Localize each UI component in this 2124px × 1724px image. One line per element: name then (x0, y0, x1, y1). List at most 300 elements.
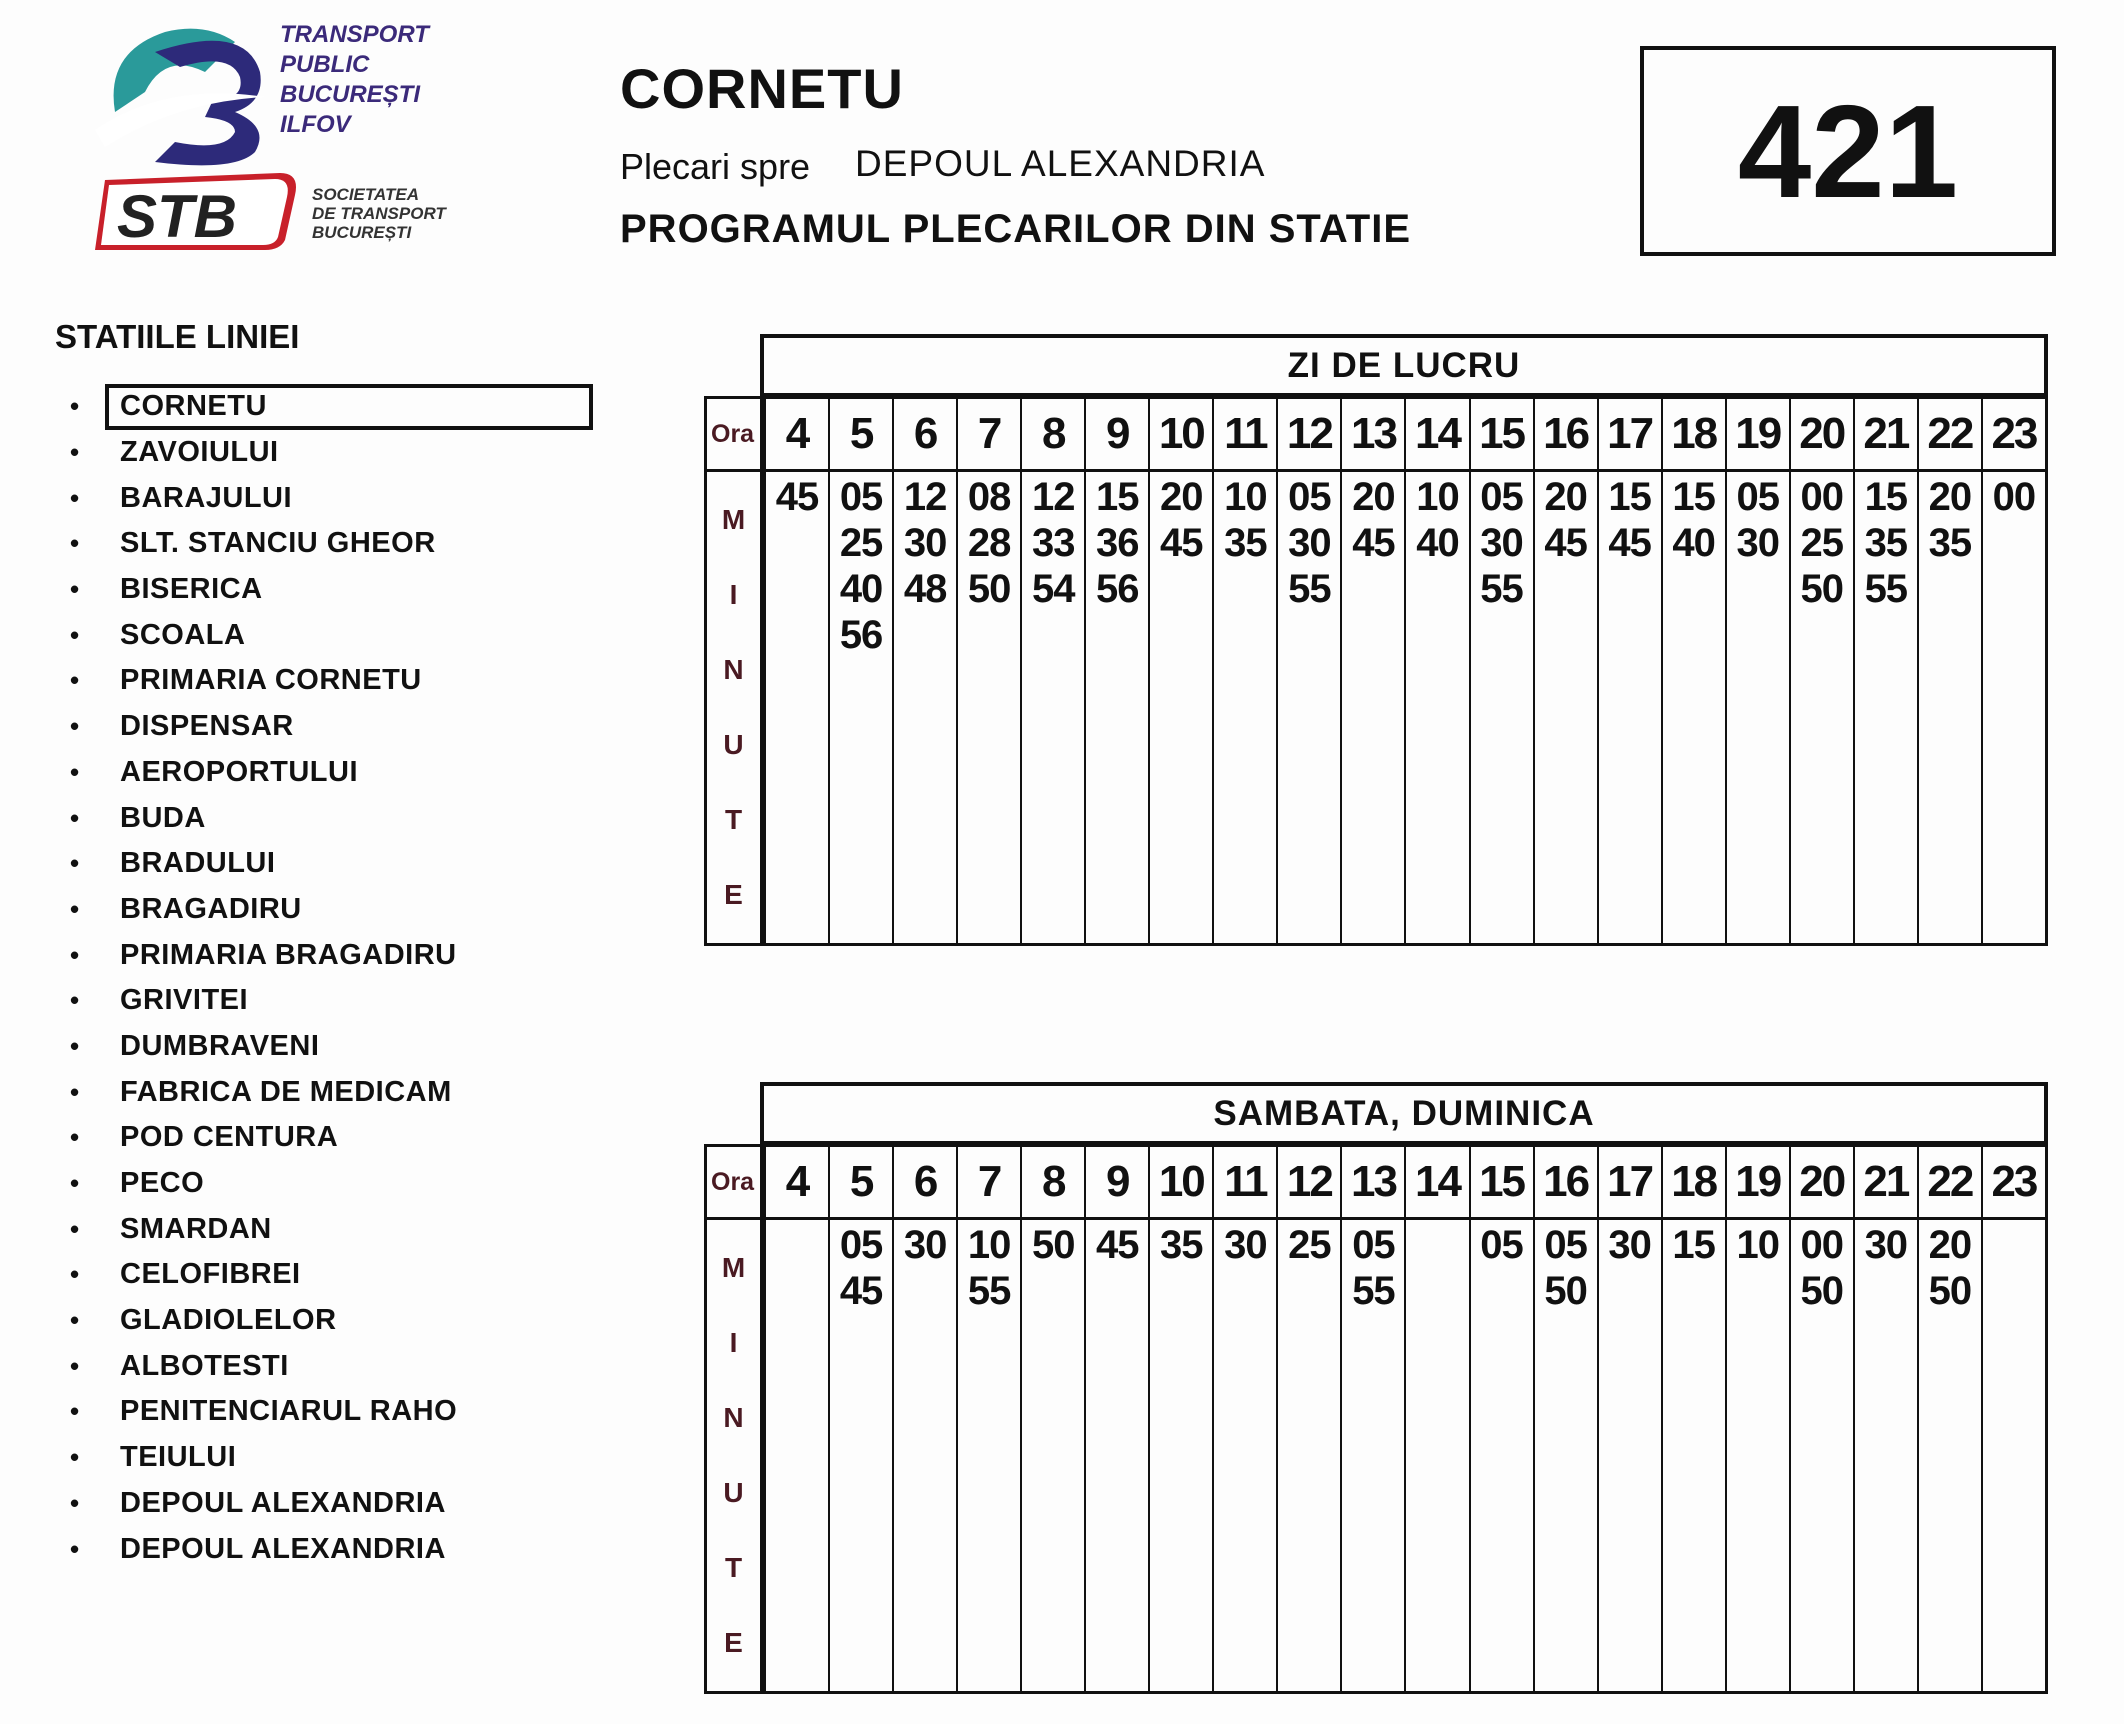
stb-line: DE TRANSPORT (312, 204, 446, 223)
station-item (60, 1206, 457, 1252)
minute-letter: T (724, 804, 743, 836)
minute-value: 30 (1608, 1223, 1651, 1267)
minute-letter: E (724, 879, 743, 911)
weekday-title: ZI DE LUCRU (760, 334, 2048, 396)
station-item (60, 795, 457, 841)
station-item (60, 567, 457, 613)
station-label: SCOALA (120, 618, 246, 651)
minutes-cell (830, 1220, 892, 1691)
weekend-grid (704, 1144, 2048, 1694)
station-label: BUDA (120, 801, 206, 834)
minute-value: 50 (1031, 1223, 1075, 1267)
bullet-icon: • (70, 1168, 80, 1199)
station-item (60, 1161, 457, 1207)
minute-value: 20 (1928, 1223, 1972, 1267)
bullet-icon: • (70, 1030, 80, 1061)
station-label: BISERICA (120, 573, 263, 606)
minutes-cell (1663, 472, 1725, 943)
minutes-cell (894, 472, 956, 943)
hour-cell: 5 (830, 399, 892, 472)
tpbi-line: BUCUREȘTI (280, 81, 421, 108)
minutes-cell (958, 1220, 1020, 1691)
minutes-cell (894, 1220, 956, 1691)
minute-value: 08 (967, 475, 1011, 519)
hour-cell: 17 (1599, 399, 1661, 472)
minutes-cell (1791, 472, 1853, 943)
minute-value: 56 (839, 613, 883, 657)
hour-column (1983, 399, 2045, 943)
minutes-cell (1791, 1220, 1853, 1691)
station-item (60, 1389, 457, 1435)
station-item (60, 1435, 457, 1481)
hour-cell: 13 (1342, 399, 1404, 472)
station-item (60, 430, 457, 476)
bullet-icon: • (70, 939, 80, 970)
station-label: SLT. STANCIU GHEOR (120, 527, 436, 560)
minutes-cell (1150, 472, 1212, 943)
bullet-icon: • (70, 619, 80, 650)
hour-cell: 20 (1791, 399, 1853, 472)
hour-cell: 15 (1471, 1147, 1533, 1220)
minute-letter: M (721, 503, 746, 535)
hour-cell: 12 (1278, 1147, 1340, 1220)
weekend-timetable (700, 1082, 2048, 1694)
bullet-icon: • (70, 482, 80, 513)
minute-letter: E (724, 1627, 743, 1659)
hour-column (1278, 399, 1342, 943)
bullet-icon: • (70, 1259, 80, 1290)
station-item (60, 384, 457, 430)
minute-value: 05 (1480, 475, 1523, 519)
minute-value: 50 (1928, 1269, 1972, 1313)
hour-column (1022, 399, 1086, 943)
minute-value: 30 (1864, 1223, 1908, 1267)
weekday-grid (704, 396, 2048, 946)
station-item (60, 1526, 457, 1572)
hour-cell: 7 (958, 1147, 1020, 1220)
hour-column (1406, 1147, 1470, 1691)
minute-value: 25 (839, 521, 883, 565)
hour-column (958, 1147, 1022, 1691)
hour-cell: 23 (1983, 399, 2045, 472)
station-label: GRIVITEI (120, 984, 249, 1017)
minute-value: 55 (967, 1269, 1011, 1313)
hour-cell: 7 (958, 399, 1020, 472)
minute-value: 35 (1160, 1223, 1203, 1267)
hour-column (894, 399, 958, 943)
minute-value: 28 (967, 521, 1011, 565)
station-item (60, 887, 457, 933)
hour-cell: 14 (1406, 399, 1468, 472)
hour-cell: 21 (1855, 1147, 1917, 1220)
hour-column (1535, 399, 1599, 943)
hour-column (1406, 399, 1470, 943)
hour-cell: 8 (1022, 399, 1084, 472)
minute-value: 56 (1096, 567, 1139, 611)
bullet-icon: • (70, 1396, 80, 1427)
ora-label: Ora (707, 399, 760, 472)
minute-value: 15 (1096, 475, 1139, 519)
minute-value: 40 (1416, 521, 1459, 565)
stations-title: STATIILE LINIEI (55, 318, 300, 355)
minute-value: 10 (1224, 475, 1267, 519)
departures-label: Plecari spre (620, 146, 811, 187)
minute-value: 05 (839, 1223, 883, 1267)
bullet-icon: • (70, 391, 80, 422)
weekday-timetable (700, 334, 2048, 946)
minute-value: 05 (1288, 475, 1331, 519)
bullet-icon: • (70, 1213, 80, 1244)
station-item (60, 1298, 457, 1344)
station-item (60, 1252, 457, 1298)
station-label: CORNETU (120, 390, 267, 423)
minutes-cell (766, 1220, 828, 1691)
stb-logo-text (312, 185, 446, 242)
hour-cell: 6 (894, 1147, 956, 1220)
hour-cell: 18 (1663, 1147, 1725, 1220)
minute-value: 00 (1800, 475, 1844, 519)
side-column (707, 1147, 766, 1691)
hour-cell: 10 (1150, 399, 1212, 472)
station-label: ALBOTESTI (120, 1349, 289, 1382)
station-label: PRIMARIA CORNETU (120, 664, 422, 697)
minutes-cell (1599, 1220, 1661, 1691)
minute-value: 10 (967, 1223, 1011, 1267)
hour-cell: 20 (1791, 1147, 1853, 1220)
hour-cell: 12 (1278, 399, 1340, 472)
side-column (707, 399, 766, 943)
station-label: ZAVOIULUI (120, 436, 279, 469)
hour-cell: 22 (1919, 1147, 1981, 1220)
minutes-cell (1471, 472, 1533, 943)
minute-value: 50 (1800, 1269, 1844, 1313)
bullet-icon: • (70, 1305, 80, 1336)
bullet-icon: • (70, 437, 80, 468)
minute-letter: U (723, 729, 744, 761)
minute-value: 45 (1608, 521, 1651, 565)
hour-column (1214, 1147, 1278, 1691)
minutes-cell (1471, 1220, 1533, 1691)
route-number: 421 (1640, 46, 2056, 256)
station-item (60, 1115, 457, 1161)
minutes-cell (1535, 1220, 1597, 1691)
hour-column (1855, 399, 1919, 943)
station-label: DEPOUL ALEXANDRIA (120, 1486, 446, 1519)
hour-cell: 9 (1086, 399, 1148, 472)
hour-cell: 22 (1919, 399, 1981, 472)
minutes-cell (1278, 1220, 1340, 1691)
station-item (60, 1069, 457, 1115)
bullet-icon: • (70, 802, 80, 833)
ora-label: Ora (707, 1147, 760, 1220)
hour-column (1599, 1147, 1663, 1691)
hour-cell: 4 (766, 1147, 828, 1220)
minute-value: 05 (839, 475, 883, 519)
minute-value: 05 (1544, 1223, 1587, 1267)
station-list (60, 384, 457, 1572)
minute-value: 30 (1288, 521, 1331, 565)
tpbi-logo-text (280, 20, 429, 140)
hour-column (1342, 399, 1406, 943)
minute-value: 00 (1800, 1223, 1844, 1267)
minute-value: 30 (1736, 521, 1779, 565)
hour-column (830, 399, 894, 943)
minute-value: 55 (1480, 567, 1523, 611)
station-item (60, 704, 457, 750)
hour-column (1663, 1147, 1727, 1691)
station-item (60, 841, 457, 887)
minute-value: 30 (1480, 521, 1523, 565)
hour-column (1983, 1147, 2045, 1691)
destination: DEPOUL ALEXANDRIA (855, 143, 1266, 184)
minute-value: 55 (1352, 1269, 1395, 1313)
minutes-cell (1406, 1220, 1468, 1691)
station-item (60, 475, 457, 521)
minute-value: 15 (1864, 475, 1908, 519)
hour-cell: 11 (1214, 399, 1276, 472)
hour-column (1342, 1147, 1406, 1691)
hour-column (1086, 399, 1150, 943)
hour-cell: 10 (1150, 1147, 1212, 1220)
minutes-cell (1983, 472, 2045, 943)
hour-column (1791, 1147, 1855, 1691)
hour-cell: 4 (766, 399, 828, 472)
minute-letter: M (721, 1251, 746, 1283)
minutes-cell (1855, 472, 1917, 943)
station-label: DEPOUL ALEXANDRIA (120, 1532, 446, 1565)
station-item (60, 521, 457, 567)
minute-letter: N (723, 653, 744, 685)
minute-value: 30 (903, 1223, 947, 1267)
minute-value: 35 (1224, 521, 1267, 565)
hour-column (1278, 1147, 1342, 1691)
bullet-icon: • (70, 1122, 80, 1153)
hour-column (1535, 1147, 1599, 1691)
hour-cell: 8 (1022, 1147, 1084, 1220)
station-item (60, 750, 457, 796)
minute-value: 55 (1288, 567, 1331, 611)
station-label: AEROPORTULUI (120, 755, 358, 788)
minute-letter: U (723, 1477, 744, 1509)
station-label: PENITENCIARUL RAHO (120, 1395, 458, 1428)
minute-letter: T (724, 1552, 743, 1584)
minute-value: 10 (1736, 1223, 1779, 1267)
tpbi-line: PUBLIC (280, 51, 370, 78)
station-label: DUMBRAVENI (120, 1029, 320, 1062)
minute-value: 45 (775, 475, 819, 519)
hour-cell: 6 (894, 399, 956, 472)
minutes-cell (1406, 472, 1468, 943)
minute-letter: N (723, 1401, 744, 1433)
stb-line: BUCUREȘTI (312, 223, 412, 242)
minute-value: 35 (1864, 521, 1908, 565)
minute-value: 40 (839, 567, 883, 611)
station-label: GLADIOLELOR (120, 1304, 337, 1337)
hour-column (1663, 399, 1727, 943)
bullet-icon: • (70, 1076, 80, 1107)
station-label: SMARDAN (120, 1212, 272, 1245)
minute-letter: I (729, 1326, 738, 1358)
bullet-icon: • (70, 665, 80, 696)
minute-value: 05 (1480, 1223, 1523, 1267)
minutes-cell (830, 472, 892, 943)
tpbi-logo (95, 12, 275, 172)
station-item (60, 1343, 457, 1389)
minute-value: 35 (1928, 521, 1972, 565)
bullet-icon: • (70, 1487, 80, 1518)
hour-cell: 17 (1599, 1147, 1661, 1220)
minutes-cell (1727, 472, 1789, 943)
weekend-title: SAMBATA, DUMINICA (760, 1082, 2048, 1144)
minutes-cell (1022, 1220, 1084, 1691)
minutes-cell (1214, 472, 1276, 943)
hour-column (1919, 399, 1983, 943)
minute-value: 20 (1544, 475, 1587, 519)
station-label: BARAJULUI (120, 481, 293, 514)
hour-column (1727, 1147, 1791, 1691)
minutes-cell (1983, 1220, 2045, 1691)
hour-column (1727, 399, 1791, 943)
minutes-cell (1919, 472, 1981, 943)
minute-value: 15 (1608, 475, 1651, 519)
minutes-cell (766, 472, 828, 943)
minutes-cell (1150, 1220, 1212, 1691)
station-item (60, 1024, 457, 1070)
station-label: POD CENTURA (120, 1121, 339, 1154)
minute-value: 45 (1544, 521, 1587, 565)
station-item (60, 932, 457, 978)
minutes-cell (1599, 472, 1661, 943)
hour-column (830, 1147, 894, 1691)
hour-column (1086, 1147, 1150, 1691)
bullet-icon: • (70, 711, 80, 742)
hour-column (1214, 399, 1278, 943)
hour-column (1791, 399, 1855, 943)
minutes-cell (1342, 1220, 1404, 1691)
hour-cell: 19 (1727, 1147, 1789, 1220)
hour-column (766, 399, 830, 943)
minute-value: 50 (967, 567, 1011, 611)
minute-value: 45 (1352, 521, 1395, 565)
minute-value: 20 (1160, 475, 1203, 519)
minute-label (707, 472, 760, 943)
minute-value: 48 (903, 567, 947, 611)
minutes-cell (1727, 1220, 1789, 1691)
hour-cell: 21 (1855, 399, 1917, 472)
station-label: FABRICA DE MEDICAM (120, 1075, 452, 1108)
minutes-cell (1214, 1220, 1276, 1691)
minute-value: 05 (1736, 475, 1779, 519)
minutes-cell (1022, 472, 1084, 943)
minute-value: 25 (1288, 1223, 1331, 1267)
station-label: CELOFIBREI (120, 1258, 301, 1291)
station-label: PECO (120, 1167, 205, 1200)
hour-column (894, 1147, 958, 1691)
minute-value: 12 (903, 475, 947, 519)
minutes-cell (1342, 472, 1404, 943)
station-item (60, 1481, 457, 1527)
station-label: BRADULUI (120, 847, 276, 880)
station-title: CORNETU (620, 57, 904, 120)
bullet-icon: • (70, 985, 80, 1016)
hour-column (766, 1147, 830, 1691)
station-item (60, 612, 457, 658)
bullet-icon: • (70, 1533, 80, 1564)
station-label: DISPENSAR (120, 710, 294, 743)
minutes-cell (1086, 1220, 1148, 1691)
stb-mark: STB (117, 183, 237, 250)
minute-value: 45 (839, 1269, 883, 1313)
minute-value: 10 (1416, 475, 1459, 519)
hour-column (1471, 1147, 1535, 1691)
bullet-icon: • (70, 574, 80, 605)
minute-value: 30 (1224, 1223, 1267, 1267)
hour-column (1150, 399, 1214, 943)
minutes-cell (1535, 472, 1597, 943)
bullet-icon: • (70, 848, 80, 879)
station-item (60, 658, 457, 704)
program-title: PROGRAMUL PLECARILOR DIN STATIE (620, 207, 1411, 251)
stb-line: SOCIETATEA (312, 185, 420, 204)
minute-value: 50 (1544, 1269, 1587, 1313)
hour-cell: 11 (1214, 1147, 1276, 1220)
tpbi-line: TRANSPORT (280, 21, 429, 48)
minutes-cell (1278, 472, 1340, 943)
minutes-cell (958, 472, 1020, 943)
hour-column (958, 399, 1022, 943)
hour-cell: 16 (1535, 399, 1597, 472)
minutes-cell (1663, 1220, 1725, 1691)
hour-cell: 15 (1471, 399, 1533, 472)
minute-value: 15 (1672, 1223, 1715, 1267)
minute-label (707, 1220, 760, 1691)
station-label: PRIMARIA BRAGADIRU (120, 938, 457, 971)
minute-value: 50 (1800, 567, 1844, 611)
hour-cell: 9 (1086, 1147, 1148, 1220)
minute-value: 00 (1992, 475, 2036, 519)
minute-letter: I (729, 578, 738, 610)
minute-value: 20 (1928, 475, 1972, 519)
station-label: BRAGADIRU (120, 892, 302, 925)
minute-value: 25 (1800, 521, 1844, 565)
minute-value: 30 (903, 521, 947, 565)
minute-value: 05 (1352, 1223, 1395, 1267)
hour-cell: 16 (1535, 1147, 1597, 1220)
minute-value: 20 (1352, 475, 1395, 519)
minute-value: 40 (1672, 521, 1715, 565)
minute-value: 54 (1031, 567, 1075, 611)
minute-value: 55 (1864, 567, 1908, 611)
minutes-cell (1919, 1220, 1981, 1691)
hour-cell: 13 (1342, 1147, 1404, 1220)
hour-column (1599, 399, 1663, 943)
tpbi-line: ILFOV (280, 111, 351, 138)
minutes-cell (1855, 1220, 1917, 1691)
hour-cell: 18 (1663, 399, 1725, 472)
hour-cell: 19 (1727, 399, 1789, 472)
hour-column (1022, 1147, 1086, 1691)
station-item (60, 978, 457, 1024)
minute-value: 12 (1031, 475, 1075, 519)
hour-column (1919, 1147, 1983, 1691)
hour-column (1150, 1147, 1214, 1691)
bullet-icon: • (70, 1350, 80, 1381)
minute-value: 45 (1096, 1223, 1139, 1267)
minute-value: 15 (1672, 475, 1715, 519)
bullet-icon: • (70, 756, 80, 787)
hour-cell: 23 (1983, 1147, 2045, 1220)
minutes-cell (1086, 472, 1148, 943)
